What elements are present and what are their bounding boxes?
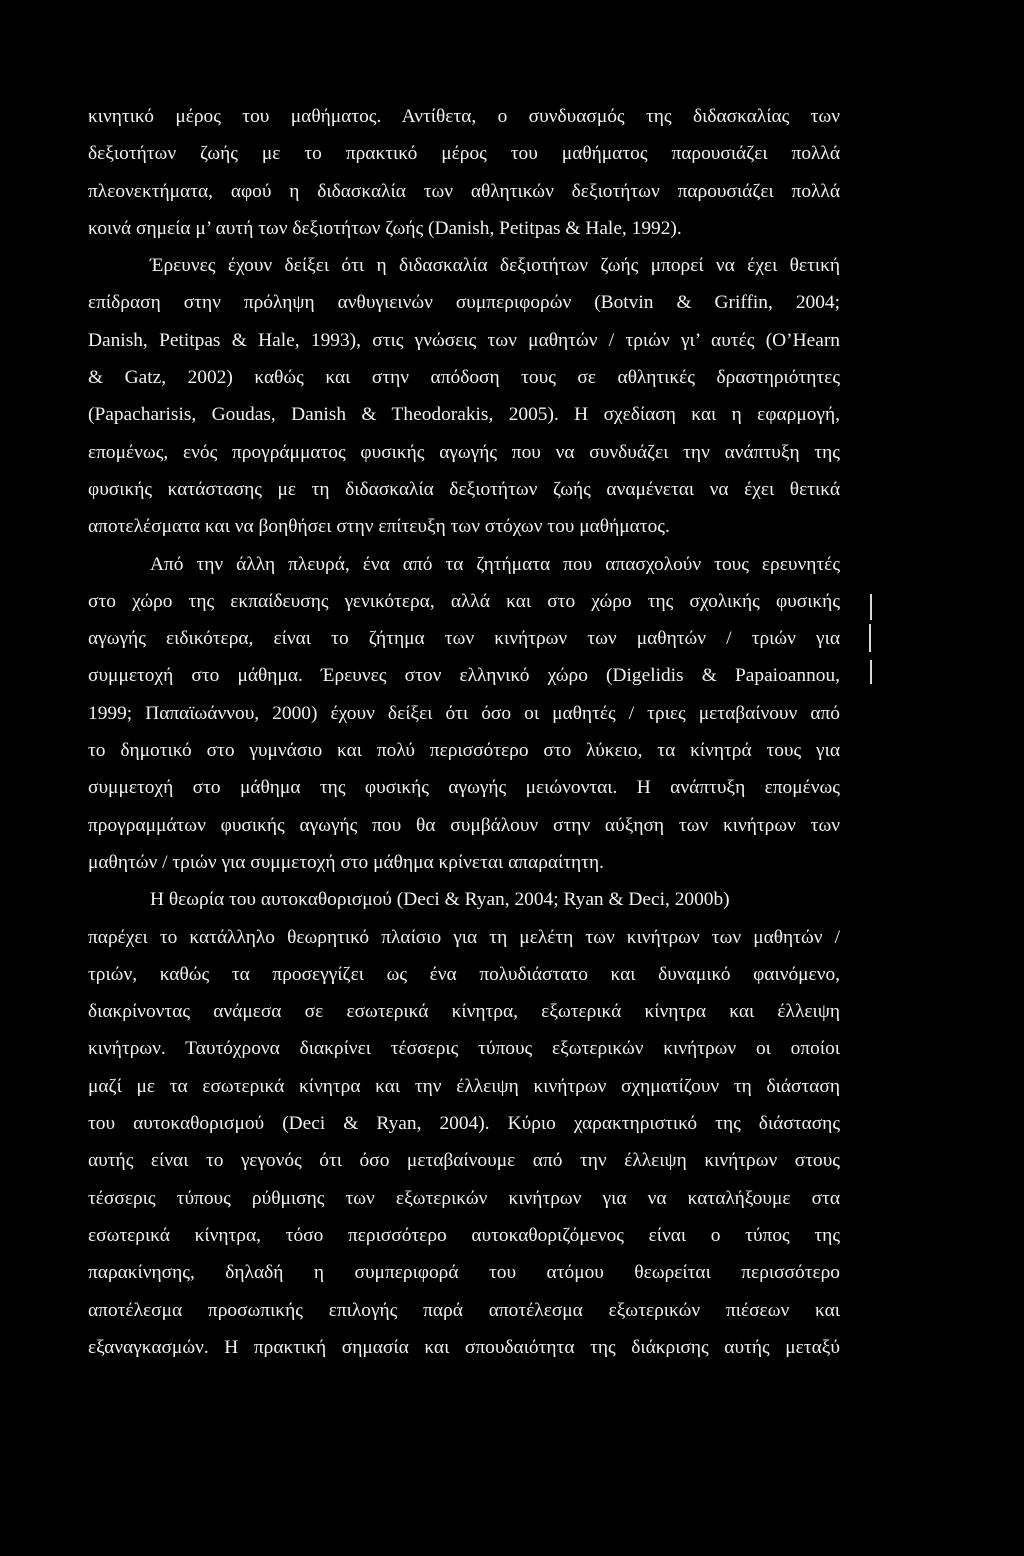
text-line: συμμετοχή στο μάθημα της φυσικής αγωγής μειώνονται. Η ανάπτυξη επομένως <box>88 777 840 799</box>
text-line: & Gatz, 2002) καθώς και στην απόδοση τους σε αθλητικές δραστηριότητες <box>88 367 840 389</box>
text-line: αποτέλεσμα προσωπικής επιλογής παρά αποτέλεσμα εξωτερικών πιέσεων και <box>88 1299 840 1321</box>
text-line: τριών, καθώς τα προσεγγίζει ως ένα πολυδιάστατο και δυναμικό φαινόμενο, <box>88 963 840 985</box>
text-line: του αυτοκαθορισμού (Deci & Ryan, 2004). Κύριο χαρακτηριστικό της διάστασης <box>88 1113 840 1135</box>
text-line: εξαναγκασμών. Η πρακτική σημασία και σπουδαιότητα της διάκρισης αυτής μεταξύ <box>88 1336 840 1358</box>
text-line: φυσικής κατάστασης με τη διδασκαλία δεξιοτήτων ζωής αναμένεται να έχει θετικά <box>88 478 840 500</box>
text-line: επίδραση στην πρόληψη ανθυγιεινών συμπεριφορών (Botvin & Griffin, 2004; <box>88 292 840 314</box>
text-line: εσωτερικά κίνητρα, τόσο περισσότερο αυτοκαθοριζόμενος είναι ο τύπος της <box>88 1224 840 1246</box>
body-text <box>88 98 948 1366</box>
text-line: κινήτρων. Ταυτόχρονα διακρίνει τέσσερις τύπους εξωτερικών κινήτρων οι οποίοι <box>88 1038 840 1060</box>
text-line: Από την άλλη πλευρά, ένα από τα ζητήματα που απασχολούν τους ερευνητές <box>150 553 840 575</box>
text-line: Η θεωρία του αυτοκαθορισμού (Deci & Ryan, 2004; Ryan & Deci, 2000b) <box>150 889 730 911</box>
text-line: Έρευνες έχουν δείξει ότι η διδασκαλία δεξιοτήτων ζωής μπορεί να έχει θετική <box>150 255 840 277</box>
text-line: δεξιοτήτων ζωής με το πρακτικό μέρος του μαθήματος παρουσιάζει πολλά <box>88 143 840 165</box>
text-line: διακρίνοντας ανάμεσα σε εσωτερικά κίνητρα, εξωτερικά κίνητρα και έλλειψη <box>88 1001 840 1023</box>
text-line: επομένως, ενός προγράμματος φυσικής αγωγής που να συνδυάζει την ανάπτυξη της <box>88 441 840 463</box>
text-line: αυτής είναι το γεγονός ότι όσο μεταβαίνουμε από την έλλειψη κινήτρων στους <box>88 1150 840 1172</box>
text-line: παρέχει το κατάλληλο θεωρητικό πλαίσιο για τη μελέτη των κινήτρων των μαθητών / <box>88 926 840 948</box>
text-line: το δημοτικό στο γυμνάσιο και πολύ περισσότερο στο λύκειο, τα κίνητρά τους για <box>88 740 840 762</box>
margin-mark <box>869 594 872 684</box>
text-line: στο χώρο της εκπαίδευσης γενικότερα, αλλά και στο χώρο της σχολικής φυσικής <box>88 590 840 612</box>
text-line: 1999; Παπαϊωάννου, 2000) έχουν δείξει ότι όσο οι μαθητές / τριες μεταβαίνουν από <box>88 702 840 724</box>
text-line: κινητικό μέρος του μαθήματος. Αντίθετα, ο συνδυασμός της διδασκαλίας των <box>88 106 840 127</box>
text-line: μαθητών / τριών για συμμετοχή στο μάθημα κρίνεται απαραίτητη. <box>88 851 604 873</box>
text-line: αγωγής ειδικότερα, είναι το ζήτημα των κινήτρων των μαθητών / τριών για <box>88 628 840 650</box>
text-line: (Papacharisis, Goudas, Danish & Theodorakis, 2005). Η σχεδίαση και η εφαρμογή, <box>88 404 840 426</box>
text-line: τέσσερις τύπους ρύθμισης των εξωτερικών κινήτρων για να καταλήξουμε στα <box>88 1187 840 1209</box>
text-line: παρακίνησης, δηλαδή η συμπεριφορά του ατόμου θεωρείται περισσότερο <box>88 1262 840 1284</box>
text-line: αποτελέσματα και να βοηθήσει στην επίτευξη των στόχων του μαθήματος. <box>88 516 670 538</box>
text-line: πλεονεκτήματα, αφού η διδασκαλία των αθλητικών δεξιοτήτων παρουσιάζει πολλά <box>88 180 840 202</box>
text-line: προγραμμάτων φυσικής αγωγής που θα συμβάλουν στην αύξηση των κινήτρων των <box>88 814 840 836</box>
text-line: μαζί με τα εσωτερικά κίνητρα και την έλλειψη κινήτρων σχηματίζουν τη διάσταση <box>88 1075 840 1097</box>
text-line: κοινά σημεία μ’ αυτή των δεξιοτήτων ζωής (Danish, Petitpas & Hale, 1992). <box>88 217 682 239</box>
text-line: Danish, Petitpas & Hale, 1993), στις γνώσεις των μαθητών / τριών γι’ αυτές (O’Hearn <box>88 329 840 351</box>
text-line: συμμετοχή στο μάθημα. Έρευνες στον ελληνικό χώρο (Digelidis & Papaioannou, <box>88 665 840 687</box>
